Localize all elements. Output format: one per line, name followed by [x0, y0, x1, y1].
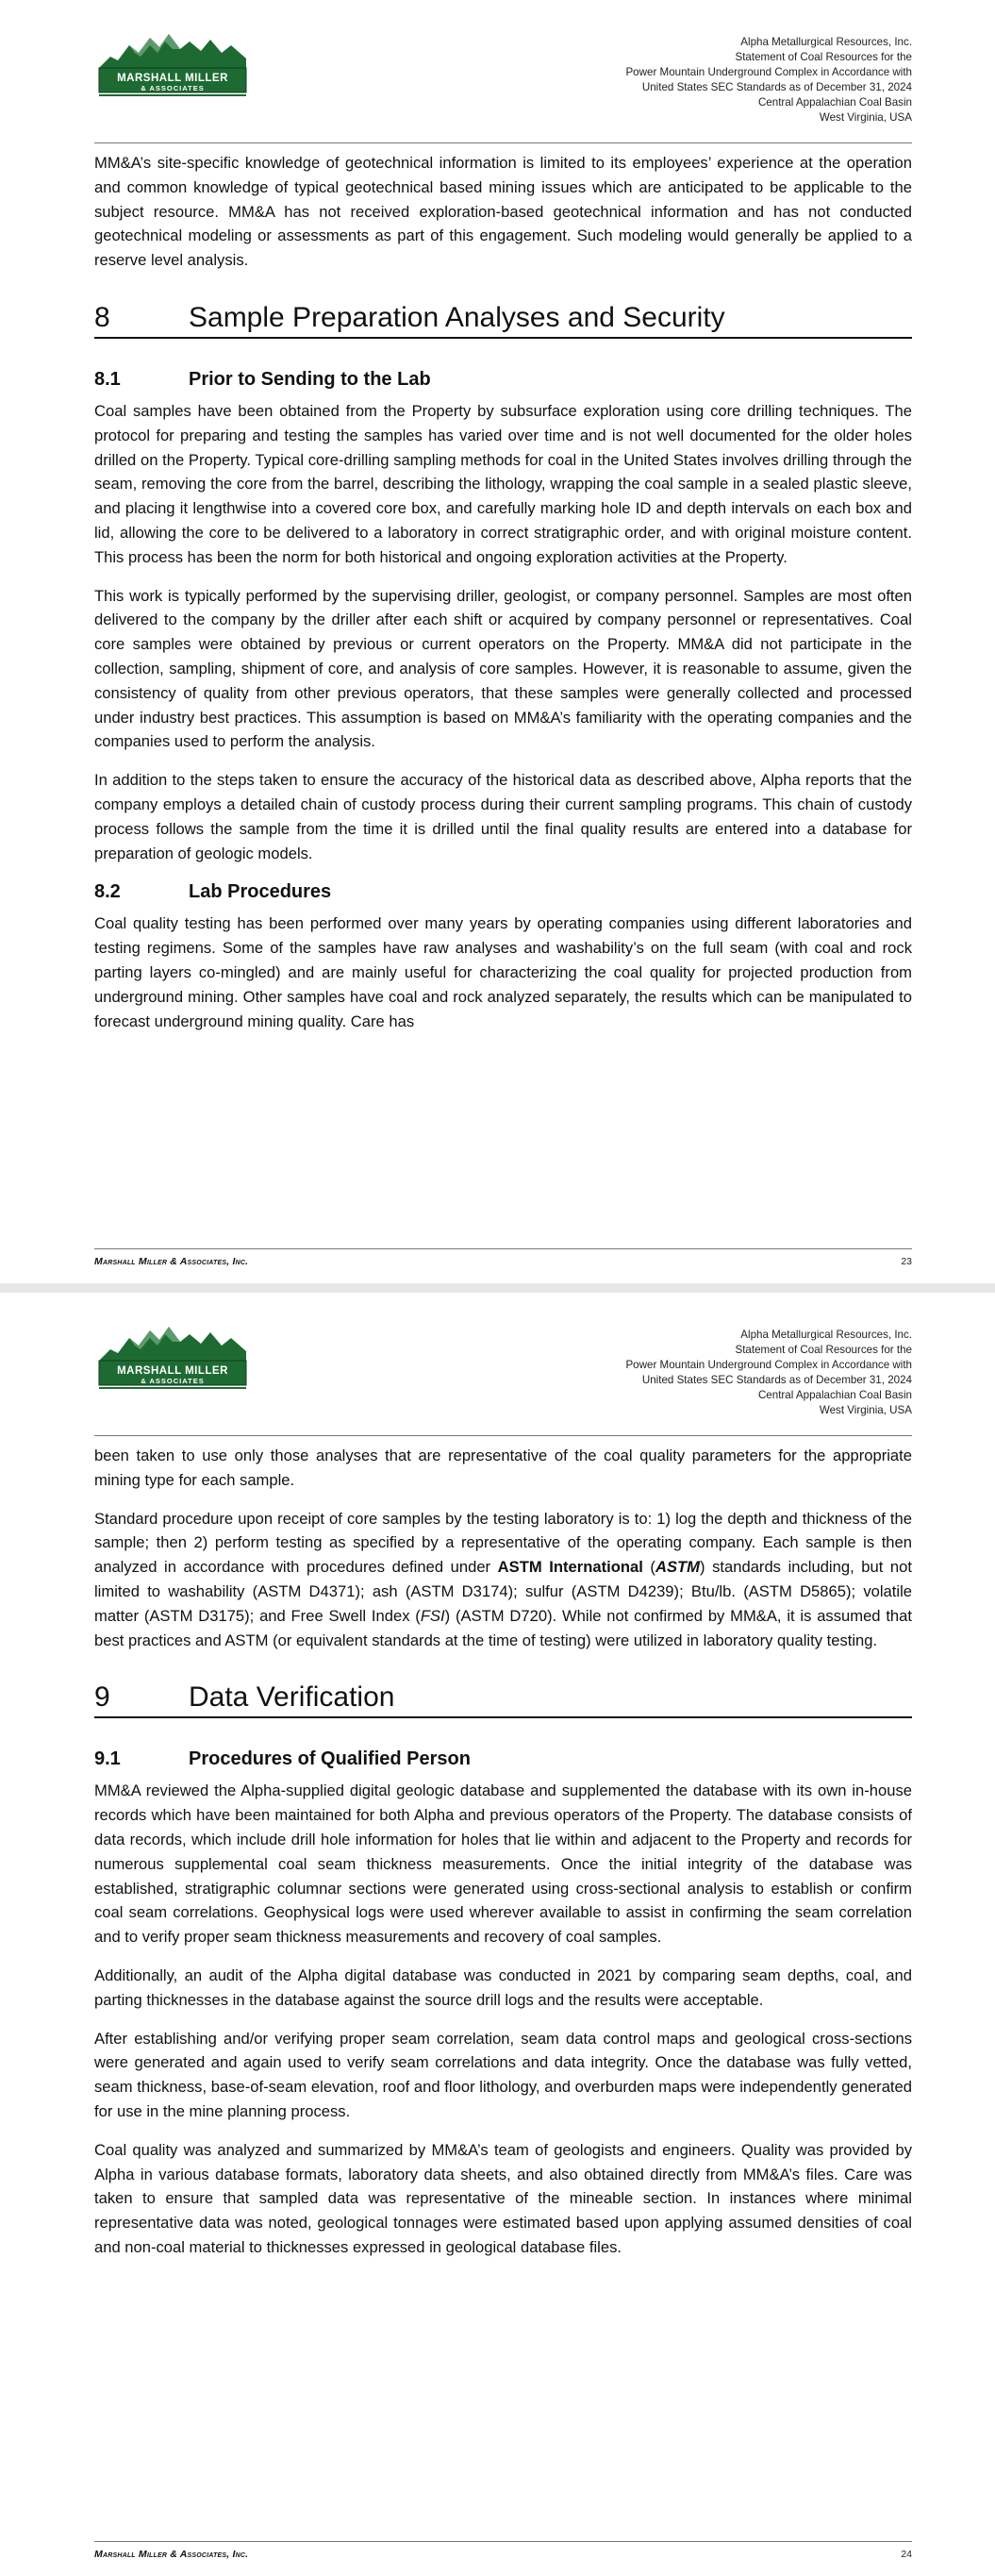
text-run: (: [642, 1558, 655, 1577]
paragraph-standard-procedure: [94, 1507, 912, 1653]
document-page: [0, 1293, 995, 2576]
section-number: 9: [94, 1681, 110, 1714]
paragraph: been taken to use only those analyses that are representative of the coal quality parameters for the appropriate mining type for each sample.: [94, 1447, 912, 1489]
footer-company: Marshall Miller & Associates, Inc.: [94, 2549, 249, 2560]
page-footer: [94, 2548, 912, 2561]
text-run: ) (ASTM D720). While not confirmed by MM&A, it is assumed that best practices and ASTM (or equivalent standards at the time of testing) were utilized in laboratory quality testing.: [94, 1606, 913, 1649]
section-title: Data Verification: [189, 1681, 395, 1714]
paragraph: MM&A’s site-specific knowledge of geotechnical information is limited to its employees’ experience at the operation and common knowledge of typical geotechnical based mining issues which are anticipated to be applicable to the subject resource. MM&A has not received exploration-based geotechnical information and has not conducted geotechnical modeling or assessments as part of this engagement. Such modeling would generally be applied to a reserve level analysis.: [94, 154, 912, 270]
header-divider: [94, 142, 912, 143]
svg-text:MARSHALL MILLER: MARSHALL MILLER: [117, 1365, 228, 1377]
footer-divider: [94, 1248, 912, 1249]
subsection-heading: [94, 1747, 912, 1771]
paragraph: Coal quality testing has been performed over many years by operating companies using different laboratories and testing regimens. Some of the samples have raw analyses and washability’s on the full seam (with coal and rock parting layers co-mingled) and are mainly useful for characterizing the coal quality for projected production from underground mining. Other samples have coal and rock analyzed separately, the results which can be manipulated to forecast underground mining quality. Care has: [94, 914, 912, 1030]
section-number: 8: [94, 301, 110, 333]
paragraph: In addition to the steps taken to ensure the accuracy of the historical data as described above, Alpha reports that the company employs a detailed chain of custody process during their current sampling programs. This chain of custody process follows the sample from the time it is drilled until the final quality results are entered into a database for preparation of geologic models.: [94, 771, 912, 862]
header-line: Statement of Coal Resources for the: [735, 51, 912, 63]
text-run-bold-italic: ASTM: [655, 1558, 700, 1577]
subsection-title: Prior to Sending to the Lab: [189, 368, 431, 390]
paragraph: Coal samples have been obtained from the Property by subsurface exploration using core drilling techniques. The protocol for preparing and testing the samples has varied over time and is not well documented for the older holes drilled on the Property. Typical core-drilling sampling methods for coal in the United States involves drilling through the seam, removing the core from the barrel, describing the lithology, wrapping the coal sample in a sealed plastic sleeve, and placing it lengthwise into a covered core box, and carefully marking hole ID and depth intervals on each box and lid, allowing the core to be delivered to a laboratory in correct stratigraphic order, and with original moisture content. This process has been the norm for both historical and ongoing exploration activities at the Property.: [94, 401, 912, 566]
header-line: Power Mountain Underground Complex in Accordance with: [625, 66, 912, 78]
subsection-heading: [94, 879, 912, 904]
text-run: ): [699, 1558, 705, 1577]
header-text: [625, 1328, 912, 1418]
svg-text:& ASSOCIATES: & ASSOCIATES: [141, 1377, 205, 1385]
paragraph: Additionally, an audit of the Alpha digital database was conducted in 2021 by comparing seam depths, coal, and parting thicknesses in the database against the source drill logs and the results were acceptable.: [94, 1965, 912, 2009]
header-text: [625, 35, 912, 125]
page-header: [0, 0, 995, 143]
header-divider: [94, 1435, 912, 1436]
svg-text:MARSHALL MILLER: MARSHALL MILLER: [117, 73, 228, 84]
paragraph: MM&A reviewed the Alpha-supplied digital geologic database and supplemented the database with its own in-house records which have been maintained for both Alpha and previous operators of the Property. The database consists of data records, which include drill hole information for holes that lie within and adjacent to the Property and records for numerous supplemental coal seam thickness measurements. Once the initial integrity of the database was established, stratigraphic columnar sections were generated using cross-sectional analysis to establish or confirm coal seam correlations. Geophysical logs were used wherever available to assist in confirming the seam correlation and to verify proper seam thickness measurements and recovery of coal samples.: [94, 1781, 912, 1947]
header-line: West Virginia, USA: [819, 1404, 912, 1416]
company-logo: [97, 1319, 248, 1391]
page-body: [94, 1444, 912, 2274]
subsection-number: 9.1: [94, 1748, 121, 1770]
paragraph: This work is typically performed by the supervising driller, geologist, or company personnel. Samples are most often delivered to the company by the driller after each shift or acquired by company personnel or representatives. Coal core samples were obtained by previous or current operators on the Property. MM&A did not participate in the collection, sampling, shipment of core, and analysis of core samples. However, it is reasonable to assume, given the consistency of quality from other previous operators, that these samples were generally collected and processed under industry best practices. This assumption is based on MM&A’s familiarity with the operating companies and the companies used to perform the analysis.: [94, 586, 912, 751]
paragraph: Coal quality was analyzed and summarized by MM&A’s team of geologists and engineers. Quality was provided by Alpha in various database formats, laboratory data sheets, and also obtained directly from MM&A’s files. Care was taken to ensure that sampled data was representative of the mineable section. In instances where minimal representative data was noted, geological tonnages were estimated based upon applying assumed densities of coal and non-coal material to thicknesses expressed in geological database files.: [94, 2140, 912, 2256]
company-logo: [97, 26, 248, 98]
header-line: Central Appalachian Coal Basin: [757, 1389, 912, 1401]
subsection-title: Lab Procedures: [189, 881, 332, 903]
page-number: 24: [901, 2549, 912, 2560]
section-heading: [94, 300, 912, 339]
text-run-bold: ASTM International: [497, 1558, 643, 1577]
subsection-number: 8.2: [94, 881, 121, 903]
header-line: Alpha Metallurgical Resources, Inc.: [740, 36, 912, 48]
page-body: [94, 151, 912, 1047]
header-line: United States SEC Standards as of December 31, 2024: [641, 81, 912, 93]
subsection-heading: [94, 367, 912, 392]
subsection-title: Procedures of Qualified Person: [189, 1748, 471, 1770]
header-line: United States SEC Standards as of December 31, 2024: [641, 1374, 912, 1386]
footer-company: Marshall Miller & Associates, Inc.: [94, 1256, 249, 1267]
header-line: Central Appalachian Coal Basin: [757, 96, 912, 109]
subsection-number: 8.1: [94, 368, 121, 390]
page-header: [0, 1293, 995, 1436]
text-run: standards including, but not limited to washability (ASTM D4371); ash (ASTM D3174); sulfur (ASTM D4239); Btu/lb. (ASTM D5865); volatile matter (ASTM D3175); and Free Swell Index (: [94, 1558, 912, 1625]
svg-text:& ASSOCIATES: & ASSOCIATES: [141, 84, 205, 92]
header-line: Power Mountain Underground Complex in Accordance with: [625, 1359, 912, 1371]
document-page: [0, 0, 995, 1283]
header-line: Statement of Coal Resources for the: [735, 1344, 912, 1356]
section-title: Sample Preparation Analyses and Security: [189, 301, 725, 333]
text-run-italic: FSI: [420, 1606, 445, 1625]
header-line: Alpha Metallurgical Resources, Inc.: [740, 1329, 912, 1341]
page-number: 23: [901, 1256, 912, 1267]
text-run: Standard procedure upon receipt of core samples by the testing laboratory is to: 1) log the depth and thickness of the sample; then 2) perform testing as specified by a representative of the operating company. Each sample is then analyzed in accordance with procedures defined under: [94, 1509, 912, 1577]
header-line: West Virginia, USA: [819, 111, 912, 124]
footer-divider: [94, 2541, 912, 2542]
paragraph: After establishing and/or verifying proper seam correlation, seam data control maps and geological cross-sections were generated and again used to verify seam correlations and data integrity. Once the database was fully vetted, seam thickness, base-of-seam elevation, roof and floor lithology, and overburden maps were independently generated for use in the mine planning process.: [94, 2029, 912, 2120]
section-heading: [94, 1680, 912, 1718]
page-footer: [94, 1255, 912, 1268]
